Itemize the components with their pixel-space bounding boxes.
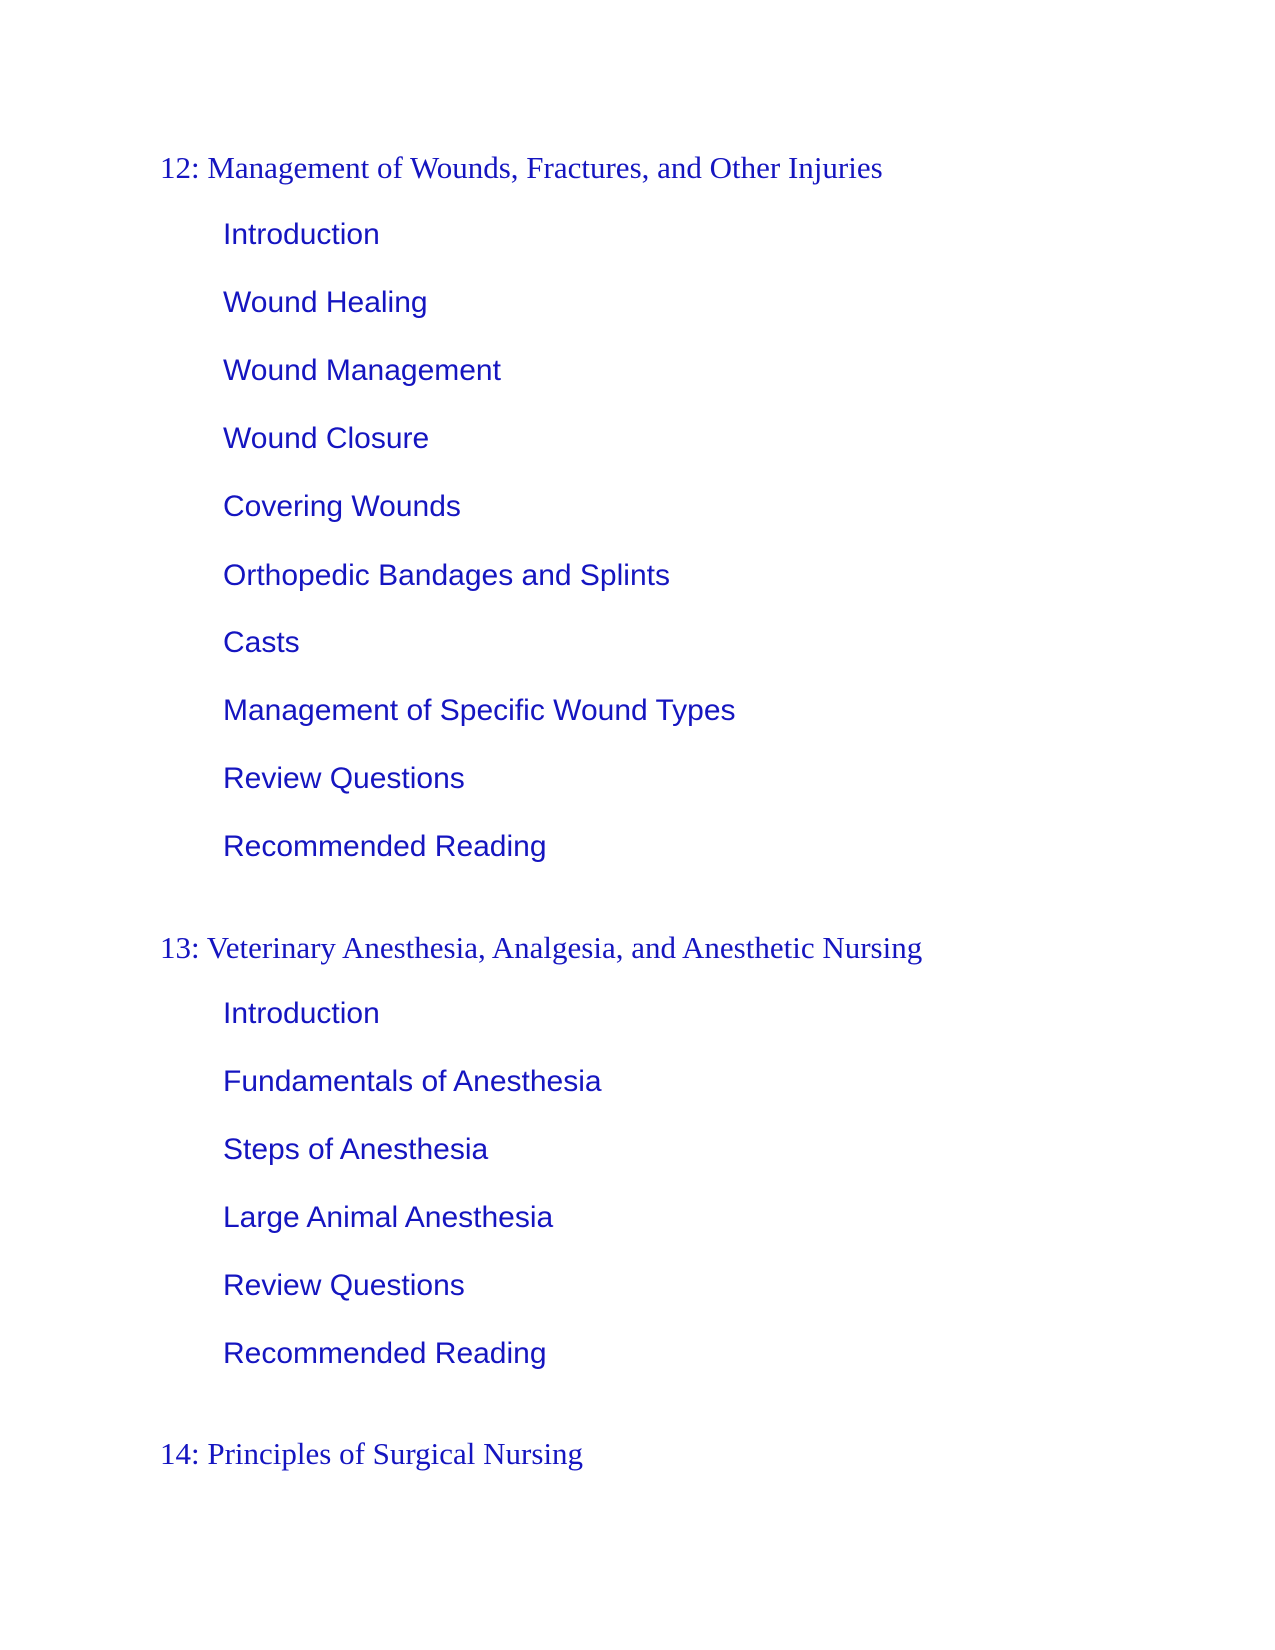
chapter-12-section-wound-management[interactable]: Wound Management (223, 354, 501, 387)
chapter-13-link[interactable]: 13: Veterinary Anesthesia, Analgesia, and Anesthetic Nursing (160, 930, 923, 965)
chapter-12-section-specific-wound-types[interactable]: Management of Specific Wound Types (223, 694, 736, 727)
chapter-12-section-wound-healing[interactable]: Wound Healing (223, 286, 428, 319)
chapter-13-section-recommended-reading[interactable]: Recommended Reading (223, 1337, 547, 1370)
chapter-12-section-wound-closure[interactable]: Wound Closure (223, 422, 430, 455)
chapter-12-section-introduction[interactable]: Introduction (223, 218, 380, 251)
chapter-14-link[interactable]: 14: Principles of Surgical Nursing (160, 1436, 584, 1471)
chapter-13-section-steps[interactable]: Steps of Anesthesia (223, 1133, 489, 1166)
chapter-12-link[interactable]: 12: Management of Wounds, Fractures, and Other Injuries (160, 150, 883, 185)
chapter-12-section-recommended-reading[interactable]: Recommended Reading (223, 830, 547, 863)
chapter-13-section-fundamentals[interactable]: Fundamentals of Anesthesia (223, 1065, 602, 1098)
chapter-12-section-covering-wounds[interactable]: Covering Wounds (223, 490, 461, 523)
chapter-13-section-review-questions[interactable]: Review Questions (223, 1269, 465, 1302)
chapter-12-section-review-questions[interactable]: Review Questions (223, 762, 465, 795)
chapter-13-section-introduction[interactable]: Introduction (223, 997, 380, 1030)
chapter-12-section-orthopedic-bandages[interactable]: Orthopedic Bandages and Splints (223, 559, 670, 592)
chapter-13-section-large-animal[interactable]: Large Animal Anesthesia (223, 1201, 554, 1234)
chapter-12-section-casts[interactable]: Casts (223, 626, 300, 659)
